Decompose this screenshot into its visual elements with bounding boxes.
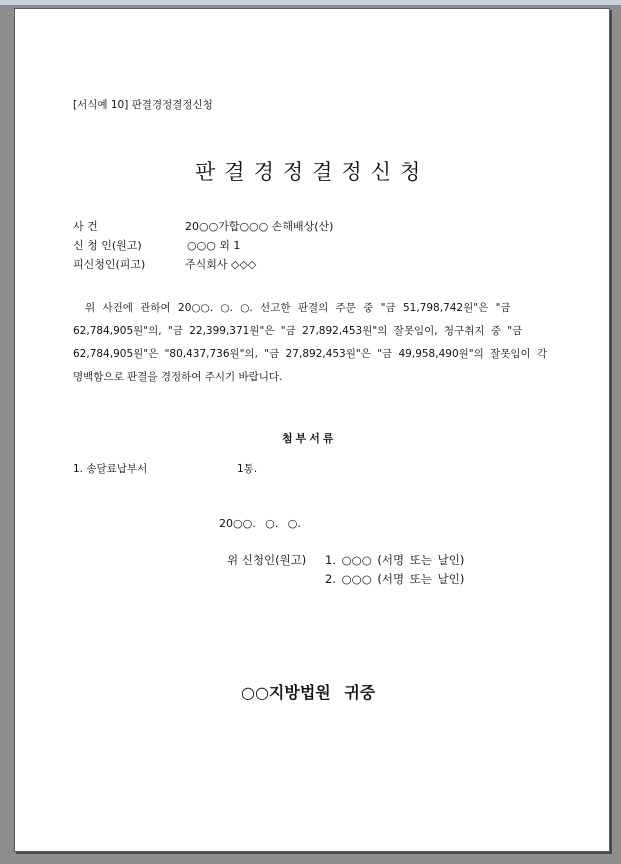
party-value-respondent: 주식회사 ◇◇◇: [185, 258, 257, 271]
attachments-title: 첨부서류: [282, 432, 337, 445]
document-page: [14, 8, 610, 852]
party-value-applicant: ○○○ 외 1: [187, 239, 241, 252]
signature-label: 위 신청인(원고): [227, 553, 307, 567]
body-line-4: 명백함으로 판결을 경정하여 주시기 바랍니다.: [73, 371, 283, 383]
party-label-respondent: 피신청인(피고): [73, 258, 146, 271]
body-line-1: 위 사건에 관하여 20○○. ○. ○. 선고한 판결의 주문 중 "금 51,798,742원"은 "금: [85, 302, 511, 314]
court-addressee: ○○지방법원 귀중: [241, 683, 376, 702]
form-label: [서식예 10] 판결경정결정신청: [73, 99, 213, 111]
document-title: 판결경정결정신청: [195, 160, 430, 184]
signature-line-1: 1. ○○○ (서명 또는 날인): [325, 553, 465, 567]
window-top-bar: [0, 0, 621, 5]
attachment-item-count: 1통.: [237, 463, 258, 475]
body-line-2: 62,784,905원"의, "금 22,399,371원"은 "금 27,892,453원"의 잘못임이, 청구취지 중 "금: [73, 325, 523, 337]
attachment-item-name: 1. 송달료납부서: [73, 463, 148, 475]
filing-date: 20○○. ○. ○.: [219, 517, 301, 530]
party-label-case: 사 건: [73, 220, 98, 233]
signature-line-2: 2. ○○○ (서명 또는 날인): [325, 572, 465, 586]
body-line-3: 62,784,905원"은 "80,437,736원"의, "금 27,892,453원"은 "금 49,958,490원"의 잘못임이 각: [73, 348, 548, 360]
party-label-applicant: 신 청 인(원고): [73, 239, 142, 252]
party-value-case: 20○○가합○○○ 손해배상(산): [185, 220, 334, 233]
